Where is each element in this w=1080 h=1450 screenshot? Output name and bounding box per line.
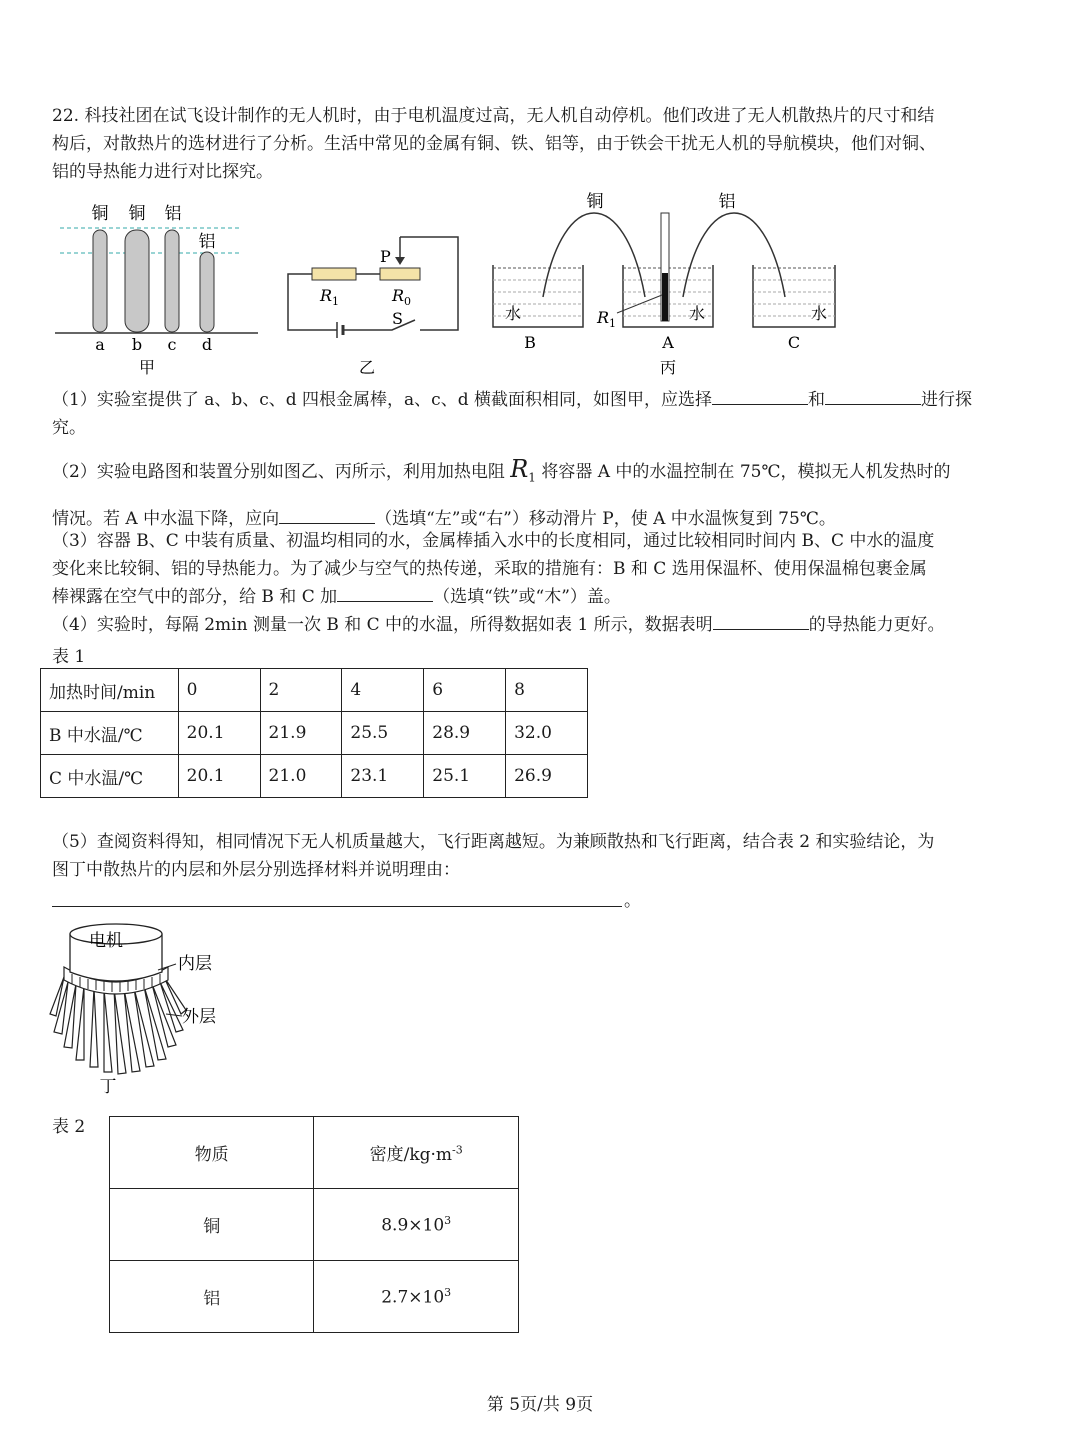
rod-label-d: 铝 bbox=[198, 232, 216, 252]
sub2-text-a: （2）实验电路图和装置分别如图乙、丙所示，利用加热电阻 bbox=[52, 462, 511, 482]
table1-cell: 20.1 bbox=[178, 755, 260, 798]
water-label-b: 水 bbox=[504, 304, 522, 323]
table1-cell: B 中水温/℃ bbox=[41, 712, 179, 755]
sub1-text-a: （1）实验室提供了 a、b、c、d 四根金属棒，a、c、d 横截面积相同，如图甲，应选择 bbox=[52, 390, 712, 410]
container-label-a: A bbox=[662, 333, 674, 352]
letter-b: b bbox=[131, 335, 143, 354]
answer-blank-3[interactable] bbox=[337, 583, 433, 602]
figure-ding bbox=[48, 922, 248, 1097]
table2-cell-density: $2.7\times 10^3$ bbox=[314, 1261, 519, 1333]
table1-label: 表 1 bbox=[52, 647, 86, 667]
sub1-text-c: 进行探 bbox=[921, 390, 972, 410]
sub2-text-d: （选填“左”或“右”）移动滑片 P，使 A 中水温恢复到 75℃。 bbox=[375, 509, 836, 530]
table1-cell: 21.9 bbox=[260, 712, 342, 755]
sub5-line-1: （5）查阅资料得知，相同情况下无人机质量越大，飞行距离越短。为兼顾散热和飞行距离，结合表 2 和实验结论，为 bbox=[52, 832, 935, 852]
table1-cell: 23.1 bbox=[342, 755, 424, 798]
inner-layer-label: 内层 bbox=[178, 954, 212, 974]
letter-d: d bbox=[201, 335, 213, 354]
table1-cell: 20.1 bbox=[178, 712, 260, 755]
sub5-end: 。 bbox=[624, 891, 641, 911]
rod-label-c: 铝 bbox=[164, 204, 182, 224]
answer-blank-4[interactable] bbox=[713, 611, 809, 630]
water-label-c: 水 bbox=[810, 304, 828, 323]
table2-label: 表 2 bbox=[52, 1117, 86, 1137]
table1-cell: C 中水温/℃ bbox=[41, 755, 179, 798]
letter-c: c bbox=[167, 335, 177, 354]
r0-label: $R_0$ bbox=[392, 286, 412, 308]
sub4-text-a: （4）实验时，每隔 2min 测量一次 B 和 C 中的水温，所得数据如表 1 所示，数据表明 bbox=[52, 615, 713, 635]
sub2-text-c: 情况。若 A 中水温下降，应向 bbox=[52, 509, 280, 530]
table2-cell-name: 铜 bbox=[110, 1189, 314, 1261]
intro-line-2: 构后，对散热片的选材进行了分析。生活中常见的金属有铜、铁、铝等，由于铁会干扰无人机的导航模块，他们对铜、 bbox=[52, 134, 936, 154]
table1-cell: 26.9 bbox=[506, 755, 588, 798]
sub1-text-b: 和 bbox=[808, 390, 825, 410]
table1-row bbox=[41, 755, 588, 798]
sub2-resistor-sub: 1 bbox=[528, 470, 536, 485]
table1-cell: 21.0 bbox=[260, 755, 342, 798]
sub-question-5 bbox=[52, 828, 1037, 884]
sub2-text-b: 将容器 A 中的水温控制在 75℃，模拟无人机发热时的 bbox=[535, 462, 951, 482]
table2-row bbox=[110, 1261, 519, 1333]
sub4-text-b: 的导热能力更好。 bbox=[808, 615, 945, 635]
answer-blank-2[interactable] bbox=[279, 505, 375, 524]
table1-cell: 25.1 bbox=[424, 755, 506, 798]
sub5-line-2: 图丁中散热片的内层和外层分别选择材料并说明理由： bbox=[52, 860, 460, 880]
answer-blank-1b[interactable] bbox=[825, 386, 921, 405]
table1-cell: 6 bbox=[424, 669, 506, 712]
figure-jia bbox=[50, 195, 265, 380]
table1-cell: 25.5 bbox=[342, 712, 424, 755]
figure-yi bbox=[280, 225, 470, 380]
table2 bbox=[109, 1116, 519, 1333]
copper-label: 铜 bbox=[586, 192, 604, 212]
table1-row bbox=[41, 669, 588, 712]
table2-cell-name: 铝 bbox=[110, 1261, 314, 1333]
sub3-line-2: 变化来比较铜、铝的导热能力。为了减少与空气的热传递，采取的措施有：B 和 C 选用保温杯、使用保温棉包裹金属 bbox=[52, 559, 927, 579]
sub-question-2 bbox=[52, 455, 1037, 533]
sub3-text-a: 棒裸露在空气中的部分，给 B 和 C 加 bbox=[52, 587, 338, 607]
rod-label-b: 铜 bbox=[128, 204, 146, 224]
answer-line-5[interactable] bbox=[52, 906, 622, 907]
water-label-a: 水 bbox=[688, 304, 706, 323]
table1 bbox=[40, 668, 588, 798]
heater-label: $R_1$ bbox=[597, 308, 617, 330]
rod-label-a: 铜 bbox=[91, 204, 109, 224]
sub1-text-d: 究。 bbox=[52, 418, 86, 438]
page-number: 第 5页/共 9页 bbox=[486, 1395, 594, 1415]
table1-cell: 4 bbox=[342, 669, 424, 712]
sub3-line-1: （3）容器 B、C 中装有质量、初温均相同的水，金属棒插入水中的长度相同，通过比较相同时间内 B、C 中水的温度 bbox=[52, 531, 935, 551]
letter-a: a bbox=[95, 335, 105, 354]
motor-label: 电机 bbox=[89, 931, 123, 951]
table1-cell: 2 bbox=[260, 669, 342, 712]
sub-question-3 bbox=[52, 527, 1037, 611]
sub-question-1 bbox=[52, 386, 1037, 442]
container-label-c: C bbox=[787, 333, 801, 352]
table1-cell: 加热时间/min bbox=[41, 669, 179, 712]
outer-layer-label: 外层 bbox=[182, 1007, 216, 1027]
container-label-b: B bbox=[524, 333, 536, 352]
table1-cell: 0 bbox=[178, 669, 260, 712]
table1-cell: 28.9 bbox=[424, 712, 506, 755]
intro-line-1: 22. 科技社团在试飞设计制作的无人机时，由于电机温度过高，无人机自动停机。他们改进了无人机散热片的尺寸和结 bbox=[52, 106, 935, 126]
table1-cell: 32.0 bbox=[506, 712, 588, 755]
caption-ding: 丁 bbox=[99, 1077, 117, 1097]
sub2-resistor: R bbox=[510, 455, 529, 483]
sub3-text-b: （选填“铁”或“木”）盖。 bbox=[433, 587, 621, 607]
aluminum-label: 铝 bbox=[718, 192, 736, 212]
table2-header-substance: 物质 bbox=[110, 1117, 314, 1189]
table1-row bbox=[41, 712, 588, 755]
table2-row bbox=[110, 1189, 519, 1261]
r1-label: $R_1$ bbox=[320, 286, 340, 308]
caption-yi: 乙 bbox=[358, 358, 376, 377]
question-intro bbox=[52, 102, 1037, 186]
table2-header-row bbox=[110, 1117, 519, 1189]
slider-label: P bbox=[380, 247, 391, 266]
caption-bing: 丙 bbox=[659, 358, 677, 377]
table1-cell: 8 bbox=[506, 669, 588, 712]
figure-bing bbox=[485, 185, 840, 380]
answer-blank-1a[interactable] bbox=[712, 386, 808, 405]
table2-header-density: 密度$/kg\cdot m^{-3}$ bbox=[314, 1117, 519, 1189]
intro-line-3: 铝的导热能力进行对比探究。 bbox=[52, 162, 273, 182]
table2-cell-density: $8.9\times 10^3$ bbox=[314, 1189, 519, 1261]
switch-label: S bbox=[392, 309, 403, 328]
sub-question-4 bbox=[52, 611, 1037, 639]
caption-jia: 甲 bbox=[138, 358, 156, 377]
